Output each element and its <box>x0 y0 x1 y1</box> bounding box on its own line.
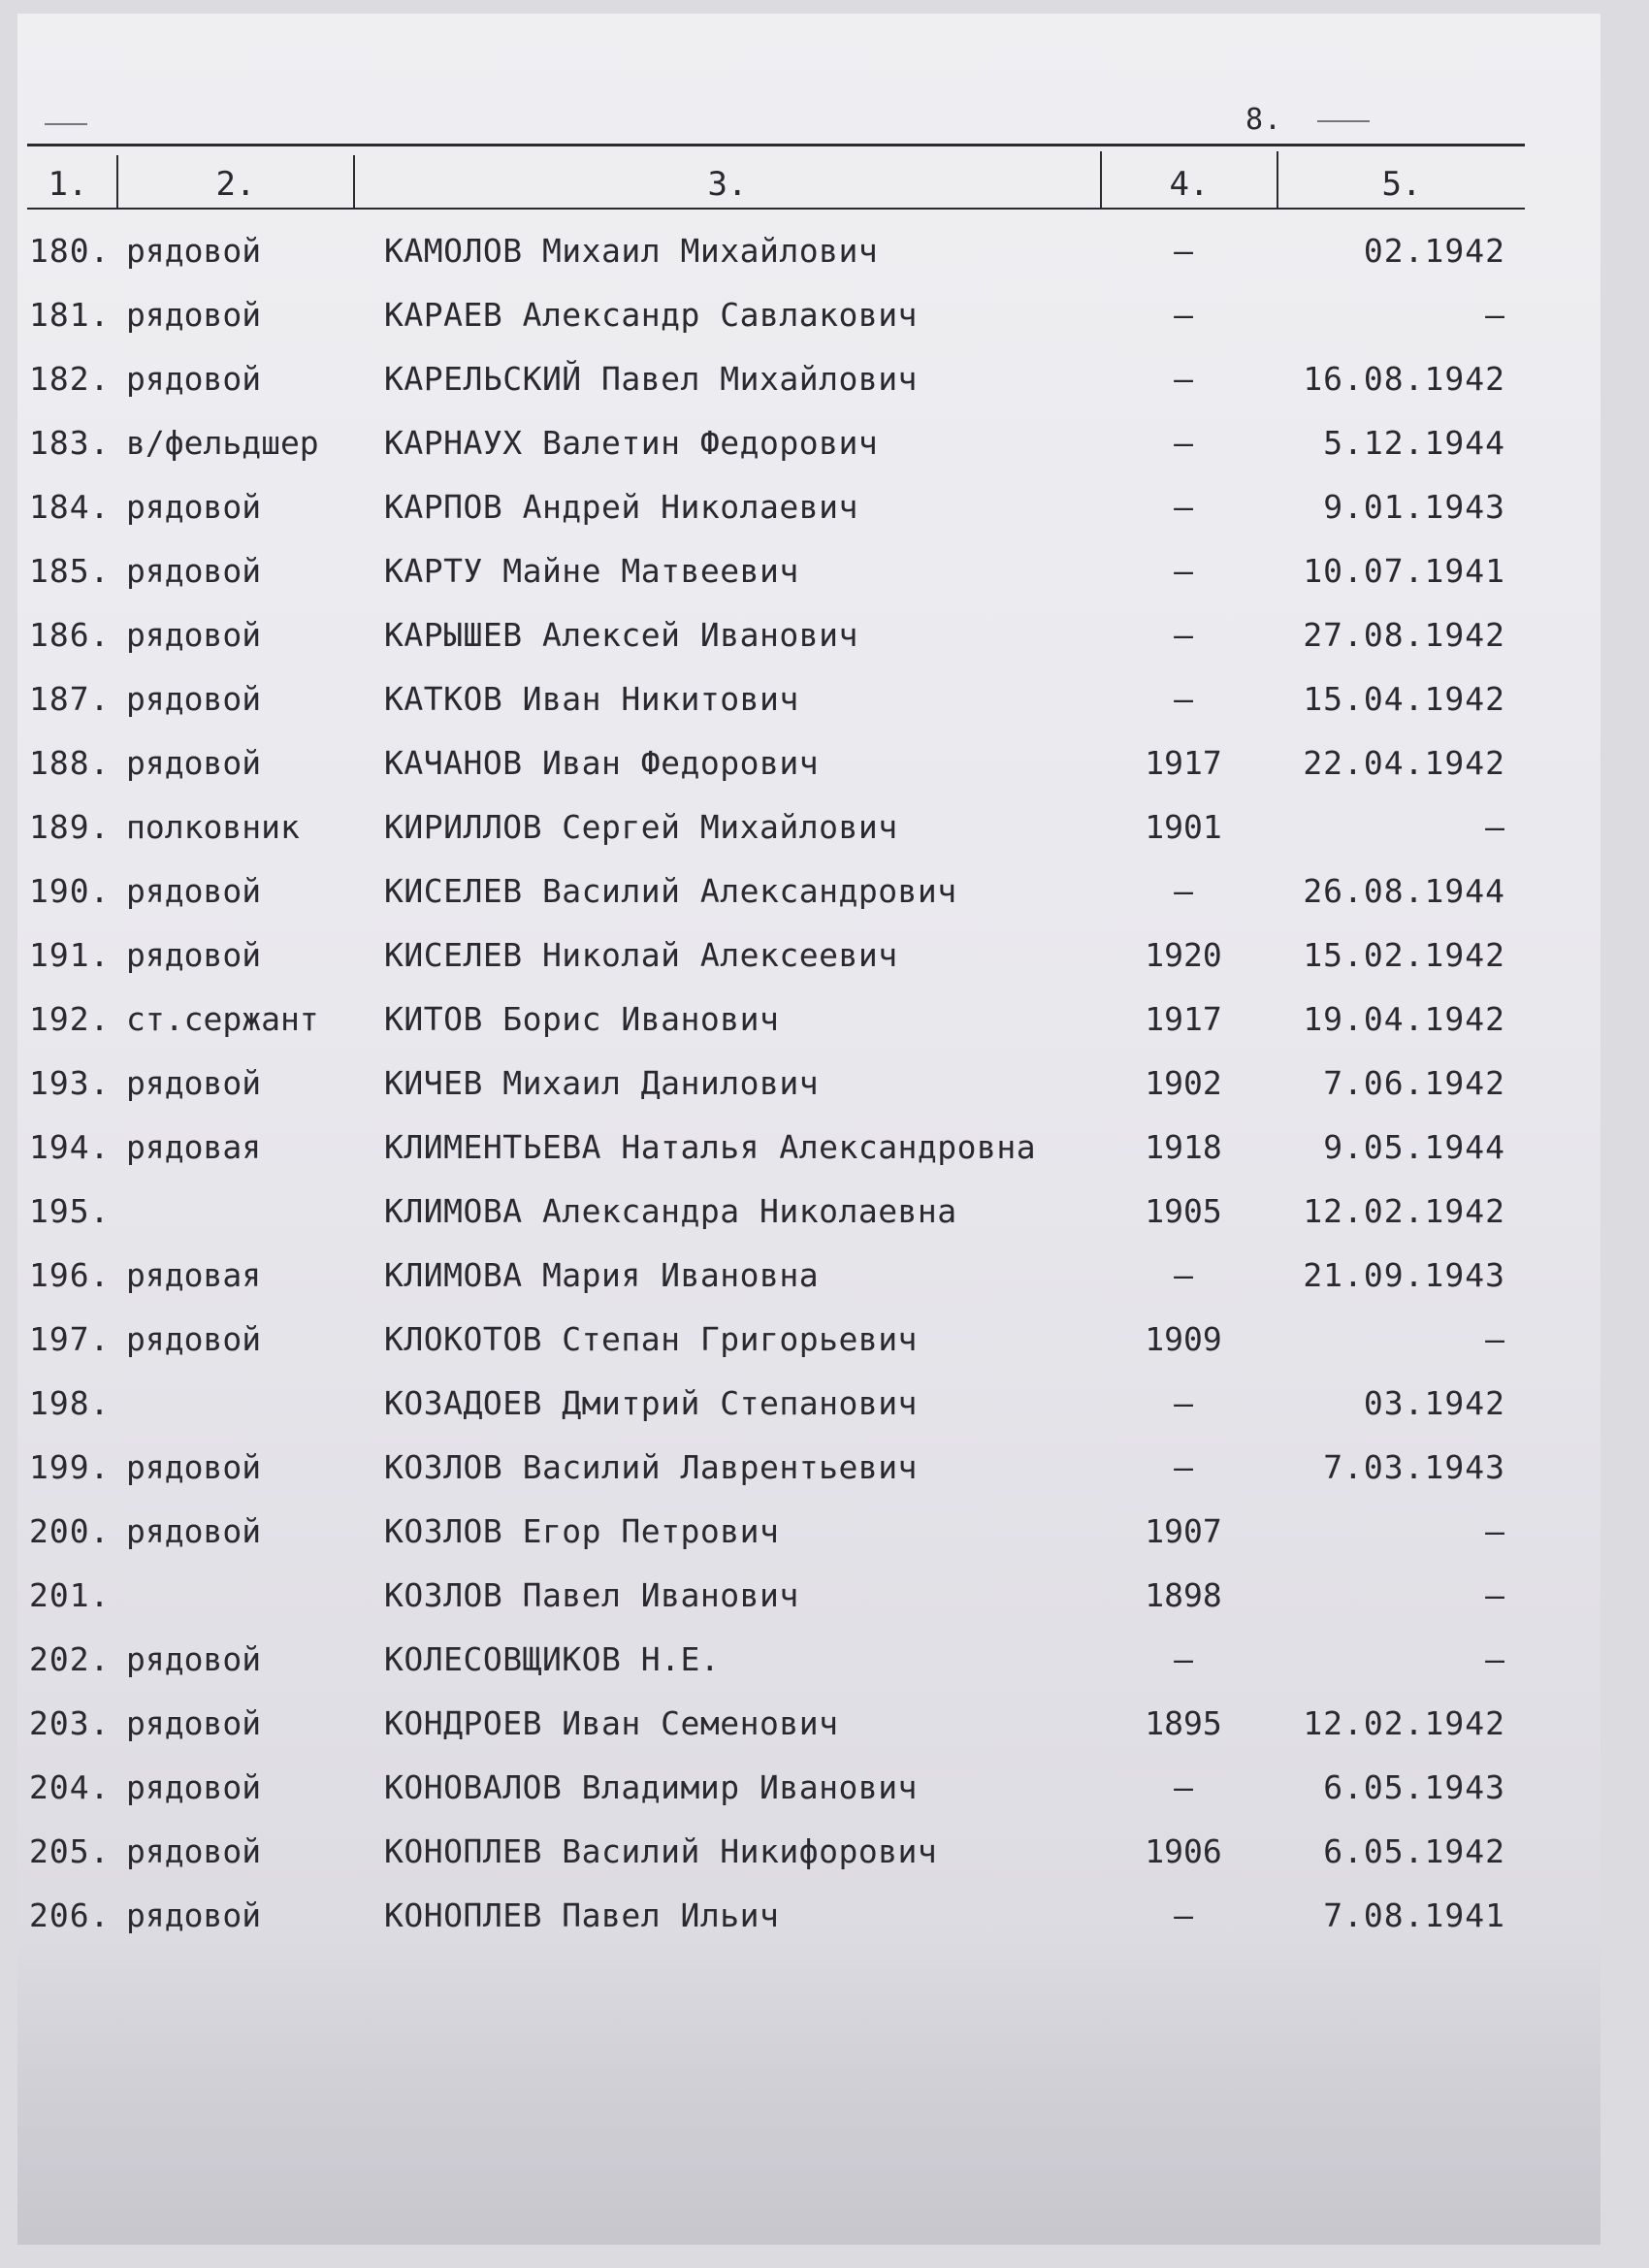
row-name: КИСЕЛЕВ Василий Александрович <box>384 872 957 910</box>
row-name: КАРАЕВ Александр Савлакович <box>384 296 918 334</box>
row-rank: в/фельдшер <box>126 424 319 462</box>
row-number: 186. <box>29 616 111 654</box>
row-rank: рядовой <box>126 1064 262 1102</box>
row-number: 182. <box>29 360 111 398</box>
row-number: 197. <box>29 1320 111 1358</box>
header-col-3: 3. <box>707 165 748 204</box>
table-row <box>0 1820 1649 1884</box>
row-birth-year: – <box>1174 360 1193 398</box>
row-name: КОНДРОЕВ Иван Семенович <box>384 1704 839 1742</box>
row-date: 6.05.1943 <box>1323 1768 1505 1806</box>
header-col-5: 5. <box>1381 165 1422 204</box>
row-name: КОЗЛОВ Василий Лаврентьевич <box>384 1448 918 1486</box>
table-row <box>0 859 1649 923</box>
row-birth-year: 1895 <box>1145 1704 1222 1742</box>
row-date: – <box>1485 808 1505 846</box>
row-birth-year: 1917 <box>1145 1000 1222 1038</box>
row-birth-year: 1898 <box>1145 1576 1222 1614</box>
table-row <box>0 219 1649 283</box>
table-row <box>0 1116 1649 1180</box>
row-number: 192. <box>29 1000 111 1038</box>
row-name: КОЛЕСОВЩИКОВ Н.Е. <box>384 1640 721 1678</box>
row-name: КАРЕЛЬСКИЙ Павел Михайлович <box>384 360 918 398</box>
page-number: 8. <box>1245 103 1283 137</box>
row-number: 181. <box>29 296 111 334</box>
table-row <box>0 1372 1649 1436</box>
row-name: КИСЕЛЕВ Николай Алексеевич <box>384 936 898 974</box>
row-rank: рядовой <box>126 1320 262 1358</box>
row-number: 188. <box>29 744 111 782</box>
row-name: КОЗЛОВ Егор Петрович <box>384 1512 780 1550</box>
row-date: – <box>1485 296 1505 334</box>
row-birth-year: – <box>1174 872 1193 910</box>
row-number: 198. <box>29 1384 111 1422</box>
row-number: 185. <box>29 552 111 590</box>
table-row <box>0 1180 1649 1244</box>
row-name: КАРПОВ Андрей Николаевич <box>384 488 858 526</box>
row-rank: рядовая <box>126 1256 262 1294</box>
row-date: 9.01.1943 <box>1323 488 1505 526</box>
table-row <box>0 1692 1649 1756</box>
row-name: КИТОВ Борис Иванович <box>384 1000 780 1038</box>
row-date: 5.12.1944 <box>1323 424 1505 462</box>
row-date: 22.04.1942 <box>1303 744 1505 782</box>
row-name: КЛИМОВА Александра Николаевна <box>384 1192 957 1230</box>
row-birth-year: – <box>1174 1256 1193 1294</box>
row-birth-year: 1902 <box>1145 1064 1222 1102</box>
row-date: 16.08.1942 <box>1303 360 1505 398</box>
row-birth-year: – <box>1174 552 1193 590</box>
row-name: КОНОПЛЕВ Василий Никифорович <box>384 1832 938 1870</box>
row-name: КОЗАДОЕВ Дмитрий Степанович <box>384 1384 918 1422</box>
row-number: 187. <box>29 680 111 718</box>
row-rank: рядовая <box>126 1128 262 1166</box>
row-name: КАРТУ Майне Матвеевич <box>384 552 799 590</box>
table-row <box>0 1564 1649 1628</box>
row-rank: рядовой <box>126 616 262 654</box>
row-date: 26.08.1944 <box>1303 872 1505 910</box>
row-date: 12.02.1942 <box>1303 1704 1505 1742</box>
row-date: 6.05.1942 <box>1323 1832 1505 1870</box>
table-row <box>0 1628 1649 1692</box>
row-number: 184. <box>29 488 111 526</box>
header-top-rule <box>27 144 1525 146</box>
row-birth-year: – <box>1174 616 1193 654</box>
table-row <box>0 1244 1649 1308</box>
row-date: – <box>1485 1576 1505 1614</box>
table-row <box>0 1756 1649 1820</box>
row-number: 195. <box>29 1192 111 1230</box>
table-row <box>0 1052 1649 1116</box>
row-rank <box>126 1372 349 1436</box>
row-name: КАРНАУХ Валетин Федорович <box>384 424 879 462</box>
row-rank: рядовой <box>126 488 262 526</box>
row-rank: рядовой <box>126 232 262 270</box>
row-birth-year: 1920 <box>1145 936 1222 974</box>
row-name: КОЗЛОВ Павел Иванович <box>384 1576 799 1614</box>
row-number: 193. <box>29 1064 111 1102</box>
row-rank: рядовой <box>126 1768 262 1806</box>
table-row <box>0 411 1649 475</box>
row-name: КАРЫШЕВ Алексей Иванович <box>384 616 858 654</box>
row-rank: полковник <box>126 808 300 846</box>
row-rank: рядовой <box>126 1896 262 1934</box>
row-rank: рядовой <box>126 1448 262 1486</box>
row-number: 196. <box>29 1256 111 1294</box>
row-birth-year: 1918 <box>1145 1128 1222 1166</box>
row-birth-year: 1917 <box>1145 744 1222 782</box>
row-birth-year: – <box>1174 488 1193 526</box>
row-rank: рядовой <box>126 360 262 398</box>
row-date: 7.08.1941 <box>1323 1896 1505 1934</box>
table-row <box>0 1884 1649 1948</box>
row-birth-year: – <box>1174 232 1193 270</box>
row-rank: рядовой <box>126 744 262 782</box>
table-row <box>0 1500 1649 1564</box>
header-col-4: 4. <box>1169 165 1210 204</box>
row-name: КОНОПЛЕВ Павел Ильич <box>384 1896 780 1934</box>
row-name: КАМОЛОВ Михаил Михайлович <box>384 232 879 270</box>
table-row <box>0 988 1649 1052</box>
row-number: 200. <box>29 1512 111 1550</box>
row-rank: рядовой <box>126 1832 262 1870</box>
row-number: 199. <box>29 1448 111 1486</box>
row-number: 205. <box>29 1832 111 1870</box>
row-name: КЛОКОТОВ Степан Григорьевич <box>384 1320 918 1358</box>
row-date: – <box>1485 1640 1505 1678</box>
row-date: 7.06.1942 <box>1323 1064 1505 1102</box>
row-name: КОНОВАЛОВ Владимир Иванович <box>384 1768 918 1806</box>
row-number: 191. <box>29 936 111 974</box>
row-date: – <box>1485 1512 1505 1550</box>
row-rank: рядовой <box>126 1512 262 1550</box>
row-name: КАТКОВ Иван Никитович <box>384 680 799 718</box>
row-date: 27.08.1942 <box>1303 616 1505 654</box>
row-birth-year: – <box>1174 1768 1193 1806</box>
row-date: – <box>1485 1320 1505 1358</box>
row-number: 204. <box>29 1768 111 1806</box>
row-date: 15.02.1942 <box>1303 936 1505 974</box>
row-birth-year: – <box>1174 1896 1193 1934</box>
row-number: 201. <box>29 1576 111 1614</box>
row-date: 10.07.1941 <box>1303 552 1505 590</box>
row-birth-year: 1906 <box>1145 1832 1222 1870</box>
row-number: 203. <box>29 1704 111 1742</box>
table-row <box>0 667 1649 731</box>
row-number: 202. <box>29 1640 111 1678</box>
header-col-2: 2. <box>215 165 256 204</box>
row-date: 9.05.1944 <box>1323 1128 1505 1166</box>
row-date: 02.1942 <box>1363 232 1505 270</box>
row-rank: рядовой <box>126 936 262 974</box>
row-number: 180. <box>29 232 111 270</box>
row-name: КИРИЛЛОВ Сергей Михайлович <box>384 808 898 846</box>
row-number: 183. <box>29 424 111 462</box>
table-row <box>0 795 1649 859</box>
row-birth-year: 1901 <box>1145 808 1222 846</box>
table-row <box>0 283 1649 347</box>
table-row <box>0 539 1649 603</box>
table-row <box>0 603 1649 667</box>
row-birth-year: 1907 <box>1145 1512 1222 1550</box>
table-row <box>0 1308 1649 1372</box>
row-rank <box>126 1564 349 1628</box>
margin-mark <box>1317 120 1370 122</box>
row-name: КЛИМОВА Мария Ивановна <box>384 1256 820 1294</box>
table-row <box>0 347 1649 411</box>
row-date: 12.02.1942 <box>1303 1192 1505 1230</box>
row-number: 206. <box>29 1896 111 1934</box>
margin-mark <box>45 123 87 125</box>
table-row <box>0 1436 1649 1500</box>
row-rank <box>126 1180 349 1244</box>
table-row <box>0 731 1649 795</box>
row-birth-year: – <box>1174 1640 1193 1678</box>
header-col-1: 1. <box>48 165 88 204</box>
row-number: 190. <box>29 872 111 910</box>
row-rank: рядовой <box>126 872 262 910</box>
row-number: 194. <box>29 1128 111 1166</box>
row-rank: рядовой <box>126 680 262 718</box>
row-birth-year: – <box>1174 1384 1193 1422</box>
row-birth-year: 1909 <box>1145 1320 1222 1358</box>
row-birth-year: – <box>1174 296 1193 334</box>
header-bottom-rule <box>27 208 1525 210</box>
scan-shading <box>17 1940 1600 2245</box>
table-row <box>0 475 1649 539</box>
row-rank: рядовой <box>126 1704 262 1742</box>
row-birth-year: – <box>1174 424 1193 462</box>
row-name: КЛИМЕНТЬЕВА Наталья Александровна <box>384 1128 1037 1166</box>
row-date: 7.03.1943 <box>1323 1448 1505 1486</box>
row-birth-year: 1905 <box>1145 1192 1222 1230</box>
row-rank: ст.сержант <box>126 1000 319 1038</box>
row-name: КИЧЕВ Михаил Данилович <box>384 1064 820 1102</box>
row-date: 21.09.1943 <box>1303 1256 1505 1294</box>
row-date: 03.1942 <box>1363 1384 1505 1422</box>
row-date: 15.04.1942 <box>1303 680 1505 718</box>
row-date: 19.04.1942 <box>1303 1000 1505 1038</box>
row-number: 189. <box>29 808 111 846</box>
row-rank: рядовой <box>126 552 262 590</box>
table-row <box>0 923 1649 988</box>
row-name: КАЧАНОВ Иван Федорович <box>384 744 820 782</box>
row-rank: рядовой <box>126 296 262 334</box>
row-rank: рядовой <box>126 1640 262 1678</box>
row-birth-year: – <box>1174 1448 1193 1486</box>
row-birth-year: – <box>1174 680 1193 718</box>
